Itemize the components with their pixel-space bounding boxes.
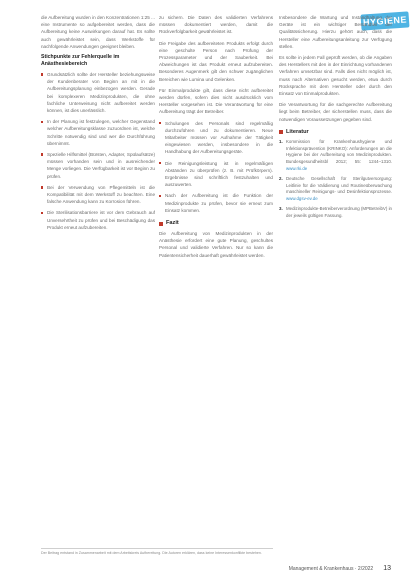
column-3: [279, 14, 392, 534]
conclusion-heading: [159, 220, 273, 227]
section-title: Stichpunkte zur Fehlerquelle im Anästhesiebereich: [41, 54, 120, 68]
reference-link[interactable]: www.rki.de: [286, 166, 308, 172]
reference-item: [279, 139, 392, 173]
references-heading: [279, 129, 392, 136]
conclusion-text: Die Aufbereitung von Medizinprodukten in der Anästhesie erfordert eine gute Planung, geschultes Personal und validierte Verfahren. Nur so kann die Patientensicherheit dauerhaft gewährleistet werden.: [159, 231, 273, 258]
intro-paragraph: die Aufbereitung wurden in den Konzentrationen 1:25 ... eine Instrumente so aufgebereitet werden, dass die Aufbereitung keine Auswirkungen darauf hat. Es sollte auch gewährleistet sein, dass Werkstoffe für nachfolgende Anwendungen geeignet bleiben.: [41, 15, 155, 49]
footnote: Der Beitrag entstand in Zusammenarbeit mit dem Arbeitskreis Aufbereitung. Die Autoren erklären, dass keine Interessenkonflikte bestehen.: [41, 551, 262, 555]
reference-link[interactable]: www.dgsv-ev.de: [286, 196, 318, 202]
bullet-list: [159, 120, 273, 214]
page-number: 13: [383, 565, 391, 572]
body-paragraph: zu sichern. Die Daten des validierten Verfahrens müssen dokumentiert werden, damit die Rückverfolgbarkeit gewährleistet ist.: [159, 15, 273, 35]
red-square-icon: [159, 222, 163, 226]
conclusion-title: Fazit: [166, 220, 179, 227]
references-title: Literatur: [286, 128, 309, 135]
journal-name: Management & Krankenhaus · 2/2022: [288, 565, 374, 572]
bullet-item: Die Sterilisationsbarriere ist vor dem Gebrauch auf Unversehrtheit zu prüfen und bei Beschädigung das Produkt erneut aufzubereiten.: [41, 209, 155, 231]
page-footer: [289, 565, 391, 572]
reference-text: Medizinprodukte-Betreiberverordnung (MPBetreibV) in der jeweils gültigen Fassung.: [286, 206, 392, 218]
body-paragraph: Die Freigabe des aufbereiteten Produkts erfolgt durch eine geschulte Person nach Prüfung der Prozessparameter und der Sauberkeit. Bei Abweichungen ist das Produkt erneut aufzubereiten. Besonderes Augenmerk gilt den schwer zugänglichen Bereichen wie Lumina und Gelenken.: [159, 40, 273, 82]
bullet-item: Nach der Aufbereitung ist die Funktion der Medizinprodukte zu prüfen, bevor sie erneut zum Einsatz kommen.: [159, 192, 273, 214]
bullet-item: Die Reinigungsleistung ist in regelmäßigen Abständen zu überprüfen (z. B. mit Prüfkörpern). Ergebnisse sind schriftlich festzuhalten und auszuwerten.: [159, 160, 273, 189]
reference-item: [279, 176, 392, 203]
body-paragraph: Für Einmalprodukte gilt, dass diese nicht aufbereitet werden dürfen, sofern dies nicht ausdrücklich vom Hersteller vorgesehen ist. Die Verantwortung für eine Aufbereitung trägt der Betreiber.: [159, 87, 273, 115]
reference-number: 3.: [279, 206, 283, 212]
bullet-item: Spezielle Hilfsmittel (Bürsten, Adapter, Spülaufsätze) müssen vorhanden sein und in ausreichender Menge vorliegen. Die Verfügbarkeit ist vor Beginn zu prüfen.: [41, 151, 155, 180]
footnote-divider: [41, 548, 273, 549]
body-paragraph: Es sollte in jedem Fall geprüft werden, ob die Angaben des Herstellers mit den in der Einrichtung vorhandenen Verfahren umsetzbar sind. Falls dies nicht möglich ist, muss nach Alternativen gesucht werden, etwa durch Rücksprache mit dem Hersteller oder durch den Einsatz von Einmalprodukten.: [279, 55, 392, 97]
bullet-item: Grundsätzlich sollte der Hersteller beziehungsweise der Kundenberater von Beginn an mit in die Aufbereitungsplanung einbezogen werden. Gerade bei komplexeren Medizinprodukten, die ohne fachliche Unterweisung nicht aufbereitet werden können, ist dies unerlässlich.: [41, 71, 155, 114]
column-1: [41, 14, 155, 534]
section-badge: HYGIENE: [361, 11, 410, 30]
body-paragraph: Die Verantwortung für die sachgerechte Aufbereitung liegt beim Betreiber, der sicherstellen muss, dass die notwendigen Voraussetzungen gegeben sind.: [279, 102, 392, 122]
reference-number: 2.: [279, 175, 283, 181]
reference-list: [279, 139, 392, 220]
column-2: [159, 14, 273, 534]
bullet-item: Schulungen des Personals sind regelmäßig durchzuführen und zu dokumentieren. Neue Mitarbeiter müssen vor Aufnahme der Tätigkeit eingewiesen werden, insbesondere in die Handhabung der Aufbereitungsgeräte.: [159, 120, 273, 156]
red-square-icon: [279, 130, 283, 134]
reference-number: 1.: [279, 138, 283, 144]
bullet-item: Bei der Verwendung von Pflegemitteln ist die Kompatibilität mit dem Werkstoff zu beachten. Eine falsche Anwendung kann zu Korrosion führen.: [41, 184, 155, 206]
body-paragraph: Insbesondere die Wartung und Instandhaltung der Geräte ist ein wichtiger Bestandteil der Qualitätssicherung. Hierzu gehört auch, dass die Hersteller eine Aufbereitungsanleitung zur Verfügung stellen.: [279, 15, 392, 49]
reference-text: Kommission für Krankenhaushygiene und Infektionsprävention (KRINKO): Anforderungen an die Hygiene bei der Aufbereitung von Medizinprodukten. Bundesgesundheitsbl 2012; 55: 1244–1310.: [286, 138, 392, 165]
bullet-item: In der Planung ist festzulegen, welcher Gegenstand welcher Aufbereitungsklasse zuzuordnen ist, welche Schritte notwendig sind und wer die Durchführung übernimmt.: [41, 118, 155, 147]
reference-item: [279, 206, 392, 220]
reference-text: Deutsche Gesellschaft für Sterilgutversorgung: Leitlinie für die Validierung und Routineüberwachung maschineller Reinigungs- und Desinfektionsprozesse.: [286, 175, 392, 195]
bullet-list: [41, 71, 155, 231]
